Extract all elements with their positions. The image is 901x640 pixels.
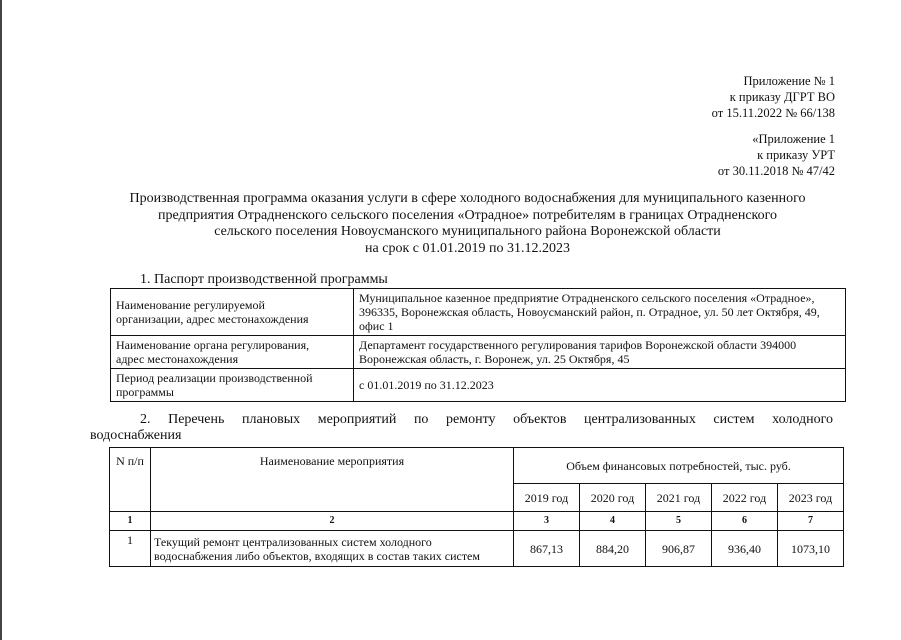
index-cell: 2 [151, 512, 514, 531]
passport-value: с 01.01.2019 по 31.12.2023 [354, 369, 846, 402]
attachment-reference-current [712, 73, 835, 121]
program-passport-table [110, 288, 846, 402]
passport-value: Муниципальное казенное предприятие Отрадненского сельского поселения «Отрадное», 396335, Воронежская область, Новоусманский район, п. Отрадное, ул. 50 лет Октября, 49, офис 1 [354, 289, 846, 336]
column-header-year: 2019 год [514, 484, 580, 512]
index-cell: 1 [110, 512, 151, 531]
attachment-line: «Приложение 1 [752, 132, 835, 146]
section-2-heading-line: водоснабжения [90, 428, 182, 443]
table-index-row [110, 512, 844, 531]
index-cell: 7 [778, 512, 844, 531]
title-line: на срок с 01.01.2019 по 31.12.2023 [365, 240, 570, 256]
section-2-heading [90, 412, 833, 444]
attachment-line: от 15.11.2022 № 66/138 [711, 106, 835, 120]
finance-value: 936,40 [712, 531, 778, 567]
index-cell: 5 [646, 512, 712, 531]
title-line: предприятия Отрадненского сельского поселения «Отрадное» потребителям в границах Отрадненского [157, 207, 778, 223]
finance-value: 867,13 [514, 531, 580, 567]
column-header-year: 2022 год [712, 484, 778, 512]
planned-activities-table [109, 447, 844, 567]
index-cell: 6 [712, 512, 778, 531]
passport-key: Период реализации производственной программы [111, 369, 354, 402]
column-header-year: 2020 год [580, 484, 646, 512]
attachment-line: к приказу УРТ [757, 148, 835, 162]
passport-value: Департамент государственного регулирования тарифов Воронежской области 394000 Воронежская область, г. Воронеж, ул. 25 Октября, 45 [354, 336, 846, 369]
passport-key: Наименование регулируемой организации, адрес местонахождения [111, 289, 354, 336]
attachment-line: Приложение № 1 [743, 74, 835, 88]
index-cell: 3 [514, 512, 580, 531]
column-header-number: N п/п [110, 448, 151, 512]
table-header-row [110, 448, 844, 484]
document-title [90, 191, 845, 257]
column-header-year: 2021 год [646, 484, 712, 512]
title-line: сельского поселения Новоусманского муниципального района Воронежской области [214, 224, 721, 239]
title-line: Производственная программа оказания услуги в сфере холодного водоснабжения для муниципального казенного [129, 191, 806, 206]
passport-key: Наименование органа регулирования, адрес местонахождения [111, 336, 354, 369]
column-header-finance: Объем финансовых потребностей, тыс. руб. [514, 448, 844, 484]
attachment-line: от 30.11.2018 № 47/42 [717, 164, 835, 178]
section-1-heading: 1. Паспорт производственной программы [140, 272, 388, 287]
table-row [111, 289, 846, 336]
row-number: 1 [110, 531, 151, 567]
column-header-year: 2023 год [778, 484, 844, 512]
finance-value: 906,87 [646, 531, 712, 567]
finance-value: 1073,10 [778, 531, 844, 567]
table-row [110, 531, 844, 567]
section-2-heading-line: 2. Перечень плановых мероприятий по ремонту объектов централизованных систем холодного [140, 412, 833, 427]
index-cell: 4 [580, 512, 646, 531]
table-row [111, 369, 846, 402]
scan-edge-line [0, 0, 2, 640]
finance-value: 884,20 [580, 531, 646, 567]
column-header-activity: Наименование мероприятия [151, 448, 514, 512]
table-row [111, 336, 846, 369]
attachment-line: к приказу ДГРТ ВО [729, 90, 835, 104]
attachment-reference-original [718, 131, 835, 179]
activity-name: Текущий ремонт централизованных систем холодного водоснабжения либо объектов, входящих в состав таких систем [151, 531, 514, 567]
